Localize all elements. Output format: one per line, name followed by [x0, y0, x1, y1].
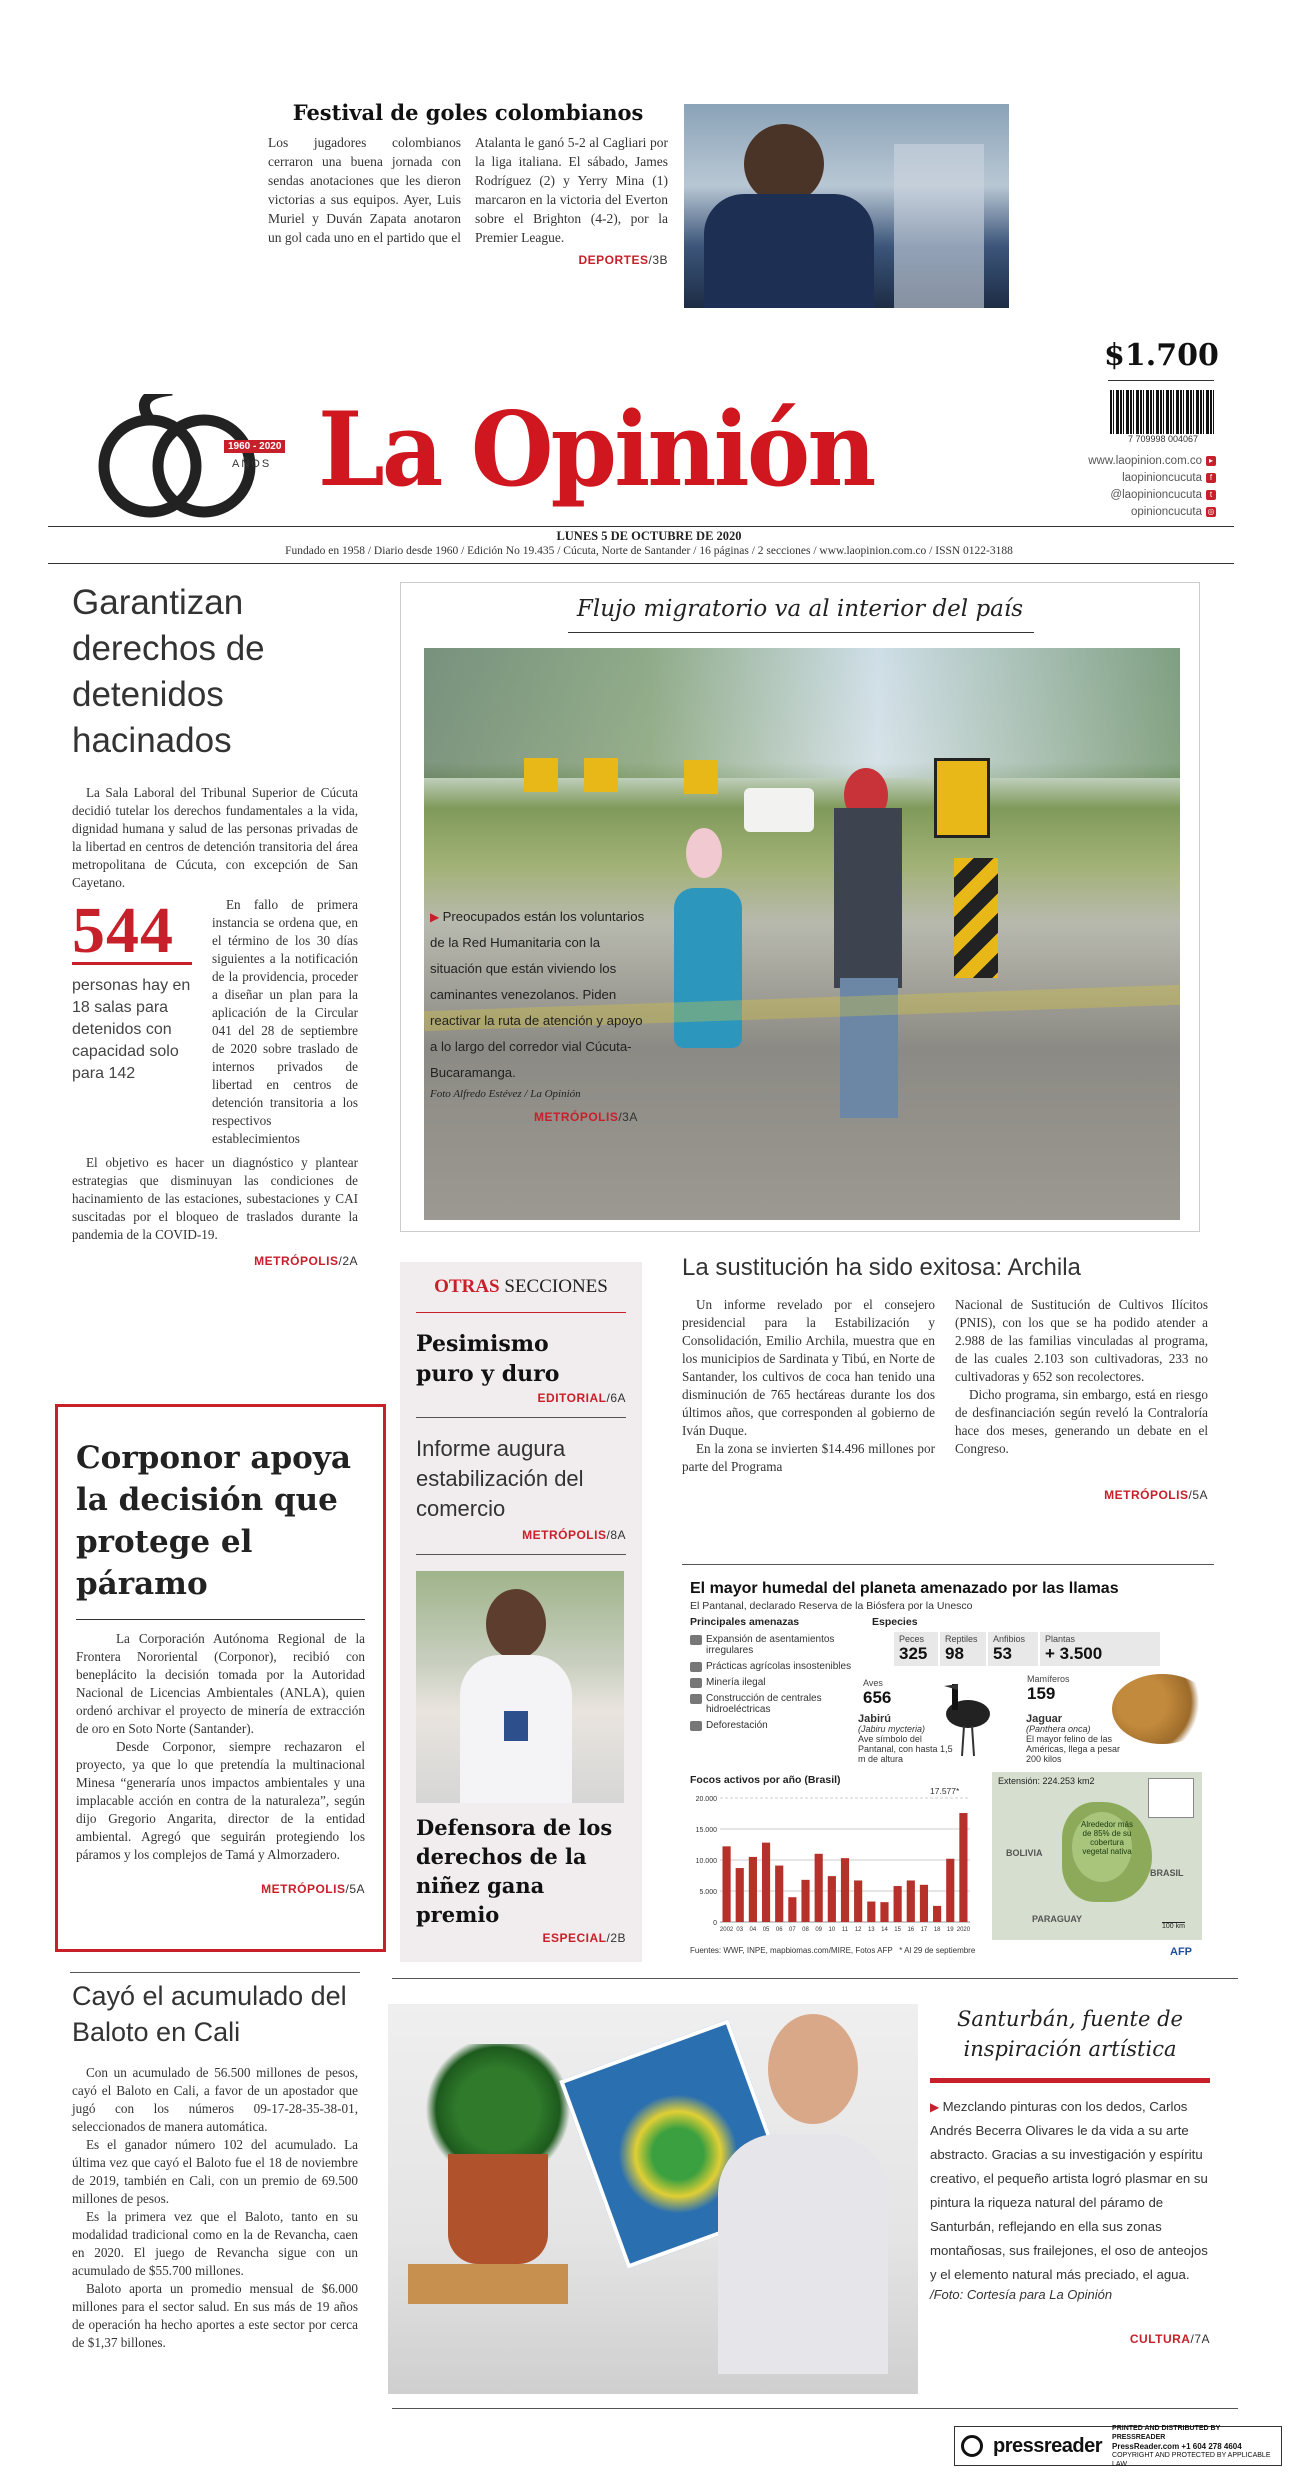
pantanal-map: [992, 1772, 1202, 1940]
house-icon: [690, 1635, 702, 1645]
teaser-page: /3B: [648, 253, 668, 267]
x-tick-label: 08: [802, 1927, 809, 1933]
otras-item-editorial[interactable]: Pesimismo puro y duro EDITORIAL/6A: [416, 1331, 626, 1405]
teaser-photo: [684, 104, 1009, 308]
bottom-rule: [392, 2408, 1238, 2409]
migracion-ref[interactable]: METRÓPOLIS/3A: [534, 1110, 638, 1124]
barcode: [1110, 390, 1216, 434]
santurban-headline: Santurbán, fuente de inspiración artística: [957, 2007, 1183, 2061]
tree-icon: [690, 1721, 702, 1731]
social-web[interactable]: www.laopinion.com.co ▸: [1030, 452, 1216, 469]
bar-11: [841, 1858, 849, 1922]
lower-divider: [392, 1978, 1238, 1979]
chart-top-label: 17.577*: [930, 1786, 960, 1796]
santurban-caption: ▶ Mezclando pinturas con los dedos, Carlos Andrés Becerra Olivares le da vida a su arte abstracto. Gracias a su investigación y espíritu creativo, el pequeño artista logró plasmar en su pintura la riqueza natural del páramo de Santurbán, reflejando en ella sus zonas montañosas, sus frailejones, el oso de anteojos y el elemento natural más preciado, el agua.: [930, 2099, 1208, 2282]
archila-article[interactable]: [682, 1254, 1208, 1502]
map-label-brasil: BRASIL: [1150, 1868, 1184, 1878]
barcode-number: 7 709998 004067: [1127, 434, 1199, 444]
left-divider: [70, 1972, 360, 1973]
social-facebook[interactable]: laopinioncucuta f: [1030, 469, 1216, 486]
web-icon: ▸: [1206, 456, 1216, 466]
corponor-ref[interactable]: METRÓPOLIS/5A: [261, 1882, 365, 1896]
bar-13: [867, 1902, 875, 1922]
jabiru-label: Jabirú (Jabiru mycteria) Ave símbolo del Pantanal, con hasta 1,5 m de altura: [858, 1713, 953, 1764]
bar-chart: [686, 1790, 976, 1942]
map-scale: 100 km: [1162, 1923, 1185, 1930]
detenidos-p2-top: En fallo de primera instancia se ordena que, en el término de los 30 días siguientes a la notificación de la providencia, proceder a diseñar un plan para la aplicación de la Circular 041 del 28 de septiembre de 2020 sobre traslado de internos privados de libertad en centros de detención transitoria a los respectivos establecimientos: [212, 897, 358, 1146]
bar-15: [894, 1886, 902, 1922]
social-instagram[interactable]: opinioncucuta ◎: [1131, 505, 1215, 518]
masthead: [0, 330, 1298, 560]
x-tick-label: 2002: [719, 1927, 734, 1933]
migracion-caption-box: [430, 904, 650, 1124]
bar-07: [788, 1897, 796, 1922]
archila-headline: La sustitución ha sido exitosa: Archila: [682, 1254, 1081, 1281]
santurban-rule: [930, 2078, 1210, 2083]
santurban-ref[interactable]: CULTURA/7A: [1129, 2332, 1210, 2346]
instagram-icon: ◎: [1207, 506, 1215, 516]
baloto-p1: Con un acumulado de 56.500 millones de pesos, cayó el Baloto en Cali, a favor de un apostador que jugó con los números 09-17-28-35-38-01, seleccionados de manera automática.: [72, 2065, 358, 2134]
corponor-p2: Desde Corponor, siempre rechazaron el proyecto, ya que lo que pretendía la multinacional Minesa “generaría unos impactos ambientales y una implacable acción en contra de la naturaleza”, según dijo Gregorio Angarita, director de la entidad ambiental. Agregó que seguirán protegiendo los páramos y los complejos de Tamá y Almorzadero.: [76, 1739, 365, 1862]
baloto-p3: Es la primera vez que el Baloto, tanto en su modalidad tradicional como en la de Revancha, caen en 2020. El juego de Revancha sigue con un acumulado de $55.700 millones.: [72, 2209, 358, 2278]
twitter-icon: t: [1206, 490, 1216, 500]
footer-line1: PRINTED AND DISTRIBUTED BY PRESSREADER: [1112, 2424, 1221, 2441]
map-label-paraguay: PARAGUAY: [1032, 1914, 1083, 1924]
otras-label: OTRAS SECCIONES: [434, 1276, 608, 1297]
bar-08: [801, 1880, 809, 1922]
facebook-icon: f: [1206, 473, 1216, 483]
price-rule: [1108, 380, 1214, 381]
x-tick-label: 12: [854, 1927, 862, 1933]
archila-col1: Un informe revelado por el consejero presidencial para la Estabilización y Consolidación, Emilio Archila, muestra que en los municipios de Sardinata y Tibú, en Norte de Santander, los cultivos de coca han tenido una disminución de 765 hectáreas durante los dos últimos años, que corresponden al gobierno de Iván Duque.: [682, 1297, 935, 1438]
mining-icon: [690, 1678, 702, 1688]
anniversary-logo: [92, 394, 292, 524]
footer-line3: COPYRIGHT AND PROTECTED BY APPLICABLE LAW: [1112, 2451, 1271, 2468]
map-extension: Extensión: 224.253 km2: [998, 1776, 1095, 1786]
y-tick-label: 5.000: [699, 1889, 717, 1896]
footer-line2: PressReader.com +1 604 278 4604: [1112, 2441, 1242, 2451]
bar-06: [775, 1866, 783, 1922]
threats-list: Expansión de asentamientos irregulares Prácticas agrícolas insostenibles Minería ilegal Construcción de centrales hidroeléctricas Deforestación: [690, 1634, 860, 1736]
bar-18: [933, 1906, 941, 1922]
teaser-title: Festival de goles colombianos: [292, 100, 644, 125]
x-tick-label: 07: [789, 1927, 796, 1933]
migracion-credit: Foto Alfredo Estévez / La Opinión: [430, 1088, 581, 1100]
masthead-date: LUNES 5 DE OCTUBRE DE 2020: [556, 529, 742, 543]
teaser-block[interactable]: [268, 100, 668, 267]
otras-item-defensora[interactable]: Defensora de los derechos de la niñez gana premio ESPECIAL/2B: [416, 1815, 626, 1945]
detenidos-p1: La Sala Laboral del Tribunal Superior de Cúcuta decidió tutelar los derechos fundamentales a la vida, dignidad humana y salud de las personas privadas de la libertad en centros de detención transitoria del área metropolitana de Cúcuta, con excepción de San Cayetano.: [72, 785, 358, 890]
teaser-ref[interactable]: [268, 253, 668, 267]
x-tick-label: 11: [841, 1927, 849, 1933]
corponor-box[interactable]: [55, 1404, 386, 1952]
teaser-section: DEPORTES: [578, 253, 649, 267]
x-tick-label: 10: [828, 1927, 836, 1933]
caption-arrow-icon: ▶: [430, 910, 443, 924]
x-tick-label: 18: [933, 1927, 941, 1933]
detenidos-headline: Garantizan derechos de detenidos hacinados: [72, 583, 265, 760]
bar-2020: [959, 1813, 967, 1922]
x-tick-label: 14: [881, 1927, 888, 1933]
corponor-headline: Corponor apoya la decisión que protege el páramo: [76, 1440, 351, 1602]
x-tick-label: 17: [920, 1927, 928, 1933]
pressreader-footer[interactable]: [954, 2426, 1282, 2466]
corponor-p1: La Corporación Autónoma Regional de la Frontera Nororiental (Corponor), recibió con beneplácito la decisión tomada por la Autoridad Nacional de Licencias Ambientales (ANLA), quien ordenó archivar el proyecto de minería de extracción de oro en Soto Norte (Santander).: [76, 1631, 365, 1736]
x-tick-label: 15: [894, 1927, 901, 1933]
map-note: Alrededor más de 85% de su cobertura vegetal nativa: [1080, 1820, 1134, 1856]
info-subtitle: El Pantanal, declarado Reserva de la Biósfera por la Unesco: [690, 1600, 973, 1612]
baloto-article[interactable]: [72, 1978, 358, 2352]
map-inset: [1148, 1778, 1194, 1818]
caption-arrow-icon-2: ▶: [930, 2100, 943, 2114]
anniversary-label: AÑOS: [232, 458, 272, 470]
bar-14: [880, 1902, 888, 1922]
infographic: [682, 1564, 1214, 1964]
archila-col1b: En la zona se invierten $14.496 millones por parte del Programa: [682, 1441, 935, 1474]
agency-logo: AFP: [1170, 1946, 1192, 1958]
bar-17: [920, 1885, 928, 1922]
bar-19: [946, 1859, 954, 1922]
bar-09: [815, 1854, 823, 1922]
jaguar-label: Jaguar (Panthera onca) El mayor felino de las Américas, llega a pesar 200 kilos: [1026, 1713, 1121, 1764]
migracion-caption: ▶ Preocupados están los voluntarios de la Red Humanitaria con la situación que están viviendo los caminantes venezolanos. Piden reactivar la ruta de atención y apoyo a lo largo del corredor vial Cúcuta-Bucaramanga.: [430, 909, 645, 1080]
detenidos-article[interactable]: [72, 580, 358, 1268]
species-row: Peces 325 Reptiles 98 Anfibios 53 Plantas + 3.500: [894, 1632, 1160, 1666]
y-tick-label: 10.000: [695, 1858, 717, 1865]
santurban-photo: [388, 2004, 918, 2394]
x-tick-label: 16: [907, 1927, 915, 1933]
bar-12: [854, 1880, 862, 1922]
santurban-credit: /Foto: Cortesía para La Opinión: [930, 2287, 1113, 2302]
social-twitter[interactable]: @laopinioncucuta t: [1030, 486, 1216, 503]
pressreader-icon: [961, 2435, 983, 2457]
otras-title-1: Pesimismo puro y duro: [416, 1331, 560, 1387]
anniversary-years: 1960 - 2020: [224, 440, 285, 453]
x-tick-label: 03: [736, 1927, 744, 1933]
stat-number: 544: [72, 894, 174, 967]
defensora-photo: [416, 1571, 624, 1803]
mamiferos-count: Mamíferos 159: [1027, 1674, 1070, 1703]
migracion-headline[interactable]: Flujo migratorio va al interior del país: [576, 596, 1024, 622]
baloto-p4: Baloto aporta un promedio mensual de $6.000 millones para el sector salud. En sus más de 19 años de operación ha hecho aportes a este sector por cerca de $1,37 billones.: [72, 2281, 358, 2350]
otras-title-3: Defensora de los derechos de la niñez gana premio: [416, 1815, 613, 1927]
map-label-bolivia: BOLIVIA: [1006, 1848, 1043, 1858]
x-tick-label: 05: [762, 1927, 770, 1933]
dam-icon: [690, 1694, 702, 1704]
masthead-rule-top: [48, 526, 1234, 527]
archila-ref[interactable]: METRÓPOLIS/5A: [1104, 1488, 1208, 1502]
x-tick-label: 13: [867, 1927, 875, 1933]
teaser-text: Los jugadores colombianos cerraron una buena jornada con sendas anotaciones que les dieron victorias a sus equipos. Ayer, Luis Muriel y Duván Zapata anotaron un gol cada uno en el partido que el Atalanta le ganó 5-2 al Cagliari por la liga italiana. El sábado, James Rodríguez (2) y Yerry Mina (1) marcaron en la victoria del Everton sobre el Brighton (4-2), por la Premier League.: [268, 135, 668, 245]
info-title: El mayor humedal del planeta amenazado por las llamas: [690, 1580, 1119, 1597]
x-tick-label: 2020: [956, 1927, 971, 1933]
detenidos-ref[interactable]: METRÓPOLIS/2A: [254, 1254, 358, 1268]
x-tick-label: 04: [749, 1927, 757, 1933]
archila-col2b: Dicho programa, sin embargo, está en riesgo de desfinanciación según reveló la Contraloría hace dos meses, generando un debate en el Congreso.: [955, 1387, 1208, 1456]
price: $1.700: [1104, 338, 1219, 373]
x-tick-label: 09: [815, 1927, 823, 1933]
detenidos-p3: El objetivo es hacer un diagnóstico y plantear estrategias que disminuyan las condiciones de hacinamiento de las estaciones, subestaciones y CAI suscitadas por el bloqueo de traslados durante la pandemia de la COVID-19.: [72, 1155, 358, 1242]
bar-04: [749, 1857, 757, 1922]
masthead-rule-bottom: [48, 563, 1234, 564]
y-tick-label: 15.000: [695, 1827, 717, 1834]
migracion-headline-rule: [568, 632, 1034, 633]
y-tick-label: 0: [713, 1920, 717, 1927]
baloto-headline: Cayó el acumulado del Baloto en Cali: [72, 1981, 347, 2047]
corponor-rule: [76, 1619, 365, 1620]
chart-title: Focos activos por año (Brasil): [690, 1774, 841, 1786]
threats-label: Principales amenazas: [690, 1616, 800, 1628]
x-tick-label: 19: [946, 1927, 954, 1933]
x-tick-label: 06: [775, 1927, 783, 1933]
masthead-info: Fundado en 1958 / Diario desde 1960 / Edición No 19.435 / Cúcuta, Norte de Santander / 16 páginas / 2 secciones / www.laopinion.com.co / ISSN 0122-3188: [285, 545, 1013, 557]
santurban-article[interactable]: [930, 2004, 1210, 2346]
aves-count: Aves 656: [863, 1678, 892, 1707]
tractor-icon: [690, 1662, 702, 1672]
bar-10: [828, 1876, 836, 1922]
otras-item-comercio[interactable]: Informe augura estabilización del comercio METRÓPOLIS/8A: [416, 1436, 626, 1542]
info-source: Fuentes: WWF, INPE, mapbiomas.com/MIRE, Fotos AFP * Al 29 de septiembre: [690, 1946, 976, 1955]
bar-03: [736, 1868, 744, 1922]
otras-title-2: Informe augura estabilización del comercio: [416, 1436, 584, 1521]
otras-secciones: [400, 1262, 642, 1962]
baloto-p2: Es el ganador número 102 del acumulado. La última vez que cayó el Baloto fue el 18 de noviembre de 2019, también en Cali, con un premio de 69.500 millones de pesos.: [72, 2137, 358, 2206]
bar-05: [762, 1843, 770, 1922]
archila-col2: Nacional de Sustitución de Cultivos Ilícitos (PNIS), con los que se ha podido atender a 2.988 de las familias vinculadas al programa, de las cuales 2.103 son cultivadoras, 233 no cultivadoras y 652 son recolectores.: [955, 1297, 1208, 1384]
stat-text: personas hay en 18 salas para detenidos con capacidad solo para 142: [72, 977, 191, 1082]
y-tick-label: 20.000: [695, 1796, 717, 1803]
social-links: [1030, 452, 1216, 520]
masthead-title[interactable]: La Opinión: [318, 390, 874, 510]
bar-2002: [723, 1846, 731, 1922]
bar-16: [907, 1880, 915, 1922]
pressreader-brand: pressreader: [993, 2434, 1103, 2457]
species-label: Especies: [872, 1616, 918, 1628]
jaguar-image: [1112, 1674, 1212, 1744]
